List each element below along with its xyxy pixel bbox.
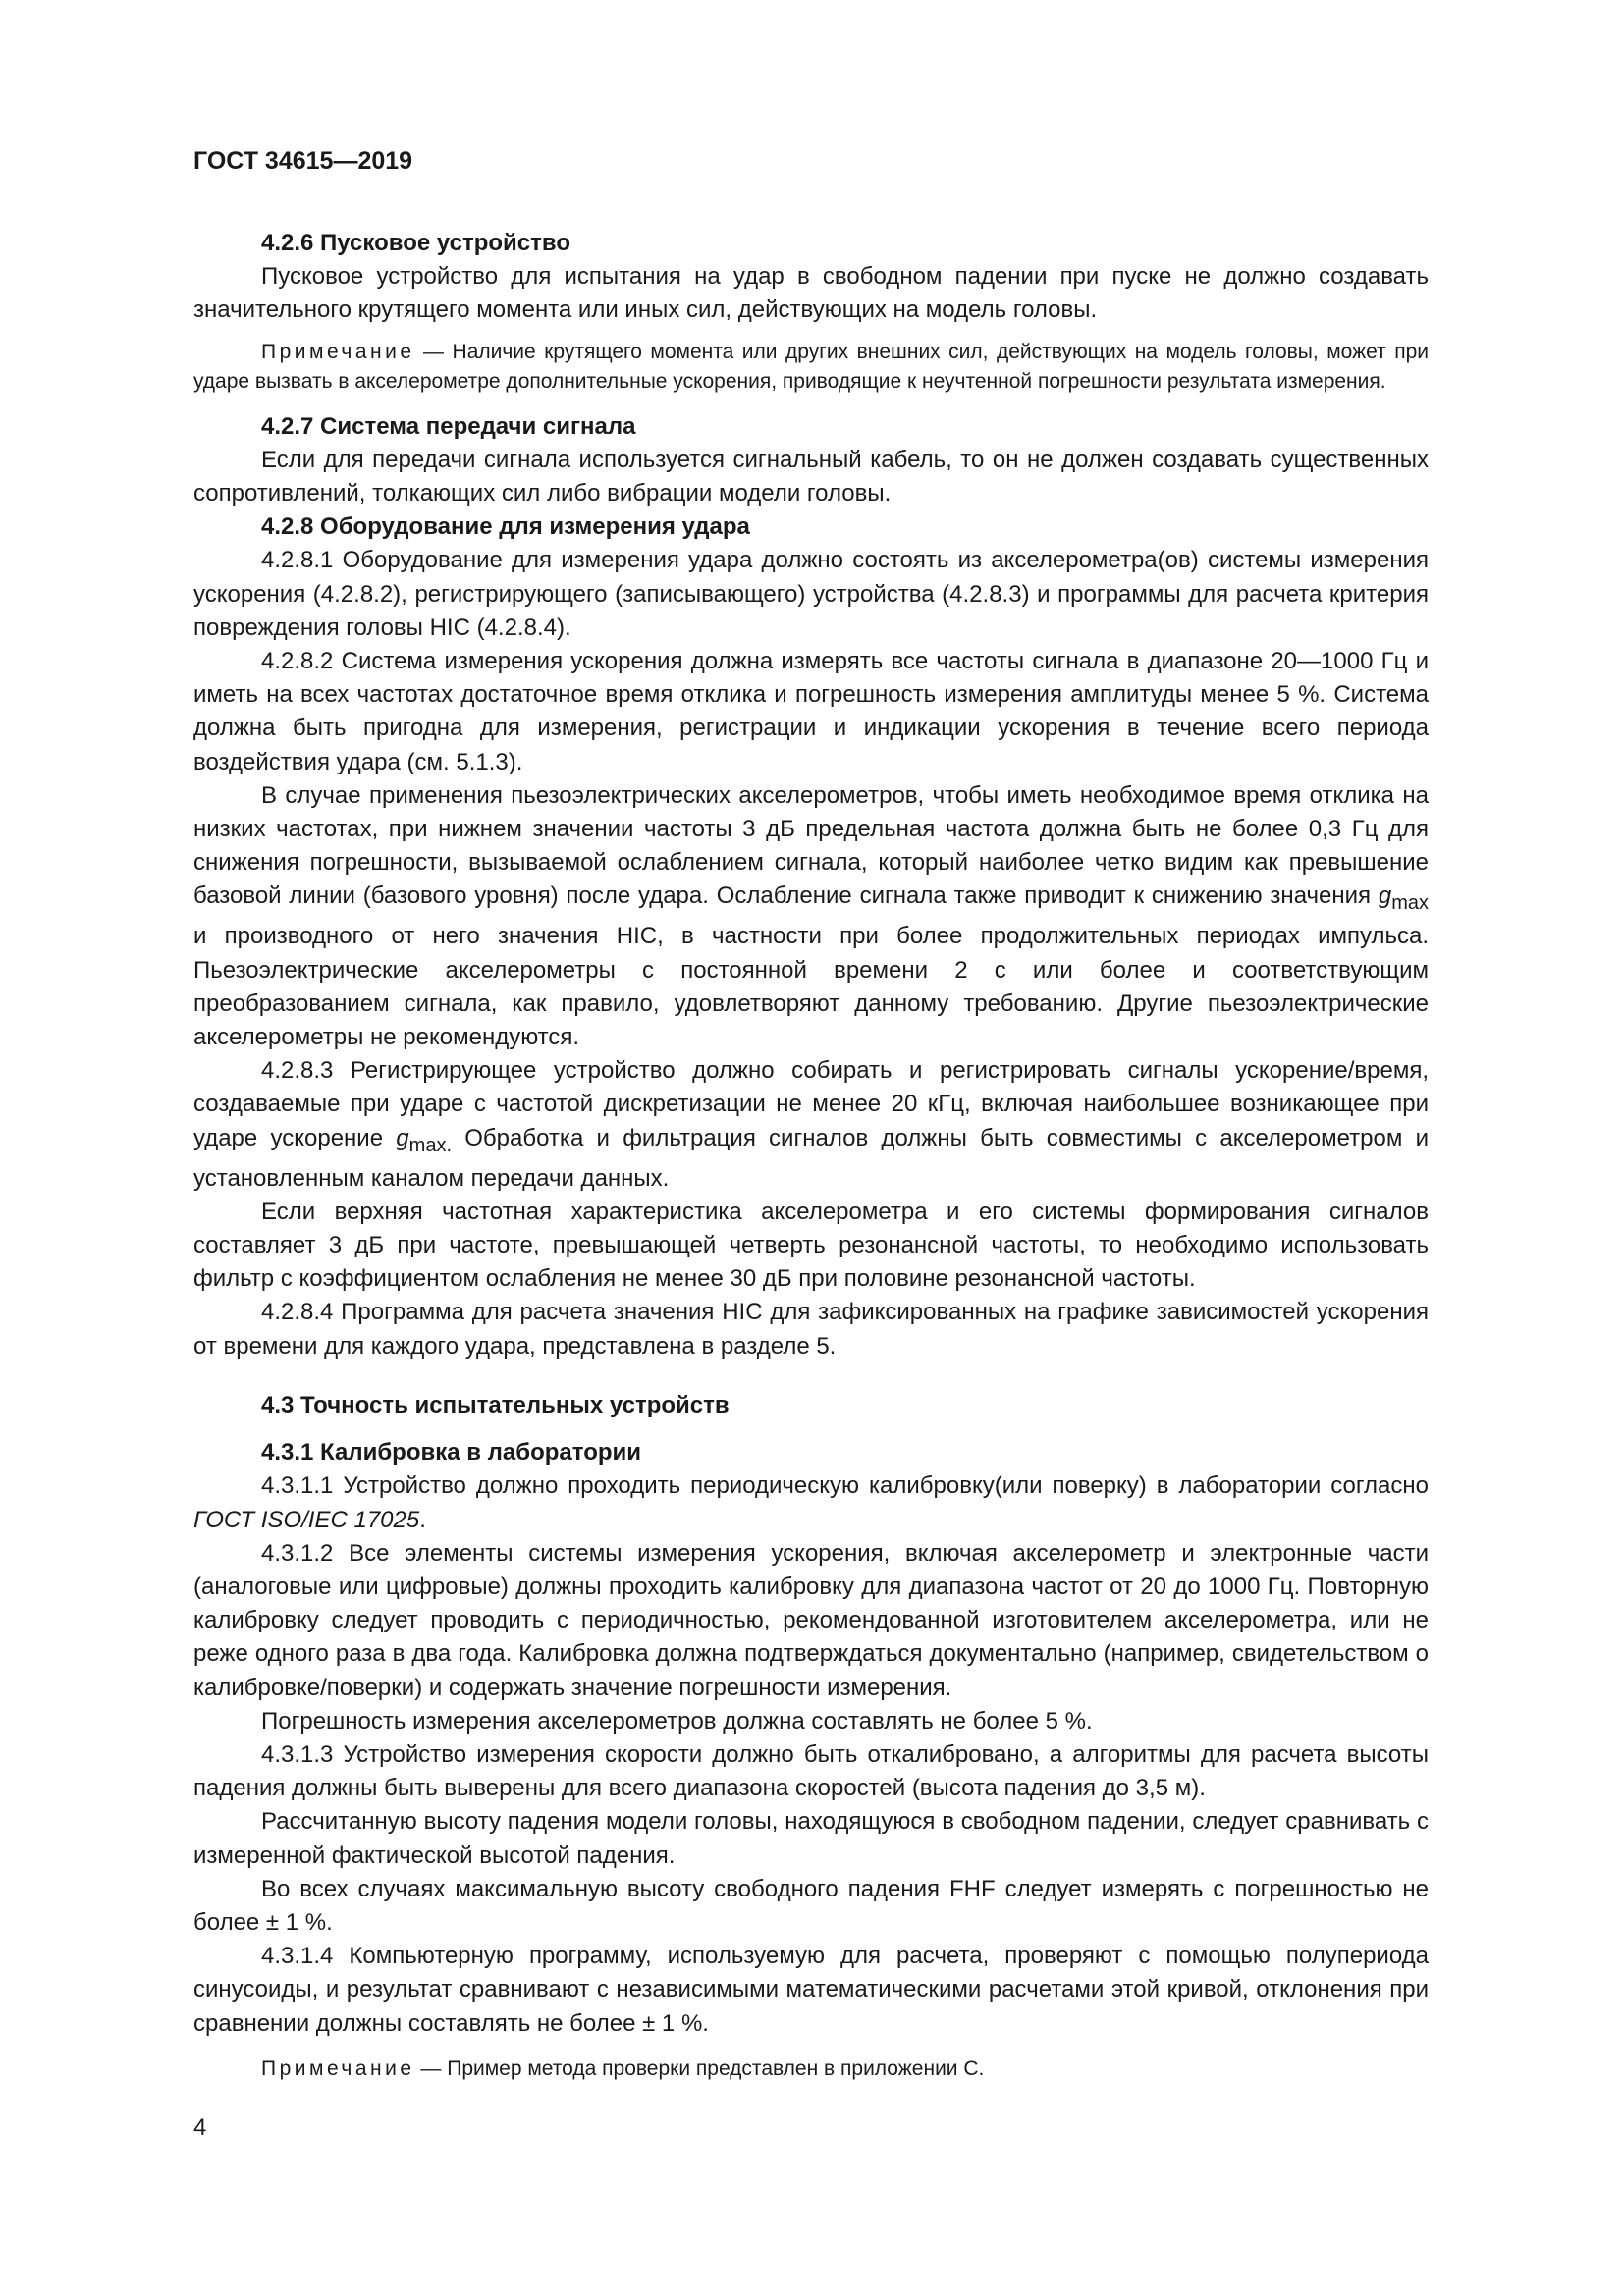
note-4-3 bbox=[193, 2055, 1429, 2084]
paragraph-4-2-8-1: 4.2.8.1 Оборудование для измерения удара должно состоять из акселерометра(ов) системы измерения ускорения (4.2.8.2), регистрирующего (записывающего) устройства (4.2.8.3) и программы для расчета критерия повреждения головы HIC (4.2.8.4). bbox=[193, 547, 1429, 641]
note-4-2-6 bbox=[193, 338, 1429, 397]
paragraph: Пусковое устройство для испытания на удар в свободном падении при пуске не должно создавать значительного крутящего момента или иных сил, действующих на модель головы. bbox=[193, 263, 1429, 324]
paragraph-piezo: В случае применения пьезоэлектрических акселерометров, чтобы иметь необходимое время отклика на низких частотах, при нижнем значении частоты 3 дБ предельная частота должна быть не более 0,3 Гц для снижения погрешности, вызываемой ослаблением сигнала, который наиболее четко видим как превышение базовой линии (базового уровня) после удара. Ослабление сигнала также приводит к снижению значения $g_{max}$ и производного от него значения HIC, в частности при более продолжительных периодах импульса. Пьезоэлектрические акселерометры с постоянной времени 2 с или более и соответствующим преобразованием сигнала, как правило, удовлетворяют данному требованию. Другие пьезоэлектрические акселерометры не рекомендуются. bbox=[193, 781, 1429, 1051]
heading-4-2-7: 4.2.7 Система передачи сигнала bbox=[261, 412, 636, 440]
note-label: Примечание bbox=[261, 2056, 415, 2080]
g-var: g bbox=[396, 1124, 409, 1151]
heading-4-3: 4.3 Точность испытательных устройств bbox=[261, 1392, 730, 1418]
paragraph-4-3-1-2: 4.3.1.2 Все элементы системы измерения ускорения, включая акселерометр и электронные части (аналоговые или цифровые) должны проходить калибровку для диапазона частот от 20 до 1000 Гц. Повторную калибровку следует проводить с периодичностью, рекомендованной изготовителем акселерометра, или не реже одного раза в два года. Калибровка должна подтверждаться документально (например, свидетельством о калибровке/поверки) и содержать значение погрешности измерения. bbox=[193, 1539, 1429, 1701]
paragraph: Во всех случаях максимальную высоту свободного падения FHF следует измерять с погрешностью не более ± 1 %. bbox=[193, 1875, 1429, 1937]
note-text: — Пример метода проверки представлен в приложении С. bbox=[414, 2056, 985, 2080]
paragraph: Рассчитанную высоту падения модели головы, находящуюся в свободном падении, следует сравнивать с измеренной фактической высотой падения. bbox=[193, 1808, 1429, 1869]
paragraph: Если верхняя частотная характеристика акселерометра и его системы формирования сигналов составляет 3 дБ при частоте, превышающей четверть резонансной частоты, то необходимо использовать фильтр с коэффициентом ослабления не менее 30 дБ при половине резонансной частоты. bbox=[193, 1198, 1429, 1293]
standard-reference: ГОСТ ISO/IEC 17025 bbox=[193, 1506, 420, 1533]
page-number: 4 bbox=[193, 2114, 207, 2141]
paragraph-4-2-8-3: 4.2.8.3 Регистрирующее устройство должно собирать и регистрировать сигналы ускорение/время, создаваемые при ударе с частотой дискретизации не менее 20 кГц, включая наибольшее возникающее при ударе ускорение $g_{max.}$ Обработка и фильтрация сигналов должны быть совместимы с акселерометром и установленным каналом передачи данных. bbox=[193, 1057, 1429, 1192]
paragraph-4-2-8-2: 4.2.8.2 Система измерения ускорения должна измерять все частоты сигнала в диапазоне 20—1000 Гц и иметь на всех частотах достаточное время отклика и погрешность измерения амплитуды менее 5 %. Система должна быть пригодна для измерения, регистрации и индикации ускорения в течение всего периода воздействия удара (см. 5.1.3). bbox=[193, 648, 1429, 775]
section-4-2-6-to-4-2-8 bbox=[193, 227, 1429, 1363]
paragraph-4-3-1-3: 4.3.1.3 Устройство измерения скорости должно быть откалибровано, а алгоритмы для расчета высоты падения должны быть выверены для всего диапазона скоростей (высота падения до 3,5 м). bbox=[193, 1741, 1429, 1802]
heading-4-2-6: 4.2.6 Пусковое устройство bbox=[261, 230, 570, 256]
paragraph: Погрешность измерения акселерометров должна составлять не более 5 %. bbox=[261, 1707, 1093, 1735]
max-subscript: max bbox=[1391, 892, 1429, 915]
heading-4-2-8: 4.2.8 Оборудование для измерения удара bbox=[261, 513, 750, 541]
g-var: g bbox=[1378, 882, 1392, 910]
paragraph-4-2-8-4: 4.2.8.4 Программа для расчета значения HIC для зафиксированных на графике зависимостей ускорения от времени для каждого удара, представлена в разделе 5. bbox=[193, 1299, 1429, 1360]
note-label: Примечание bbox=[261, 340, 415, 363]
max-subscript: max. bbox=[408, 1134, 452, 1156]
note-text: — Наличие крутящего момента или других внешних сил, действующих на модель головы, может при ударе вызвать в акселерометре дополнительные ускорения, приводящие к неучтенной погрешности результата измерения. bbox=[193, 340, 1429, 393]
paragraph-4-3-1-4: 4.3.1.4 Компьютерную программу, используемую для расчета, проверяют с помощью полупериода синусоиды, и результат сравнивают с независимыми математическими расчетами этой кривой, отклонения при сравнении должны составлять не более ± 1 %. bbox=[193, 1943, 1429, 2037]
heading-4-3-1: 4.3.1 Калибровка в лаборатории bbox=[261, 1439, 642, 1467]
document-header: ГОСТ 34615—2019 bbox=[193, 147, 413, 175]
section-4-3 bbox=[193, 1389, 1429, 2084]
paragraph: Если для передачи сигнала используется сигнальный кабель, то он не должен создавать существенных сопротивлений, толкающих сил либо вибрации модели головы. bbox=[193, 446, 1429, 507]
paragraph-4-3-1-1: 4.3.1.1 Устройство должно проходить периодическую калибровку(или поверку) в лаборатории согласно ГОСТ ISO/IEC 17025. bbox=[193, 1472, 1429, 1533]
